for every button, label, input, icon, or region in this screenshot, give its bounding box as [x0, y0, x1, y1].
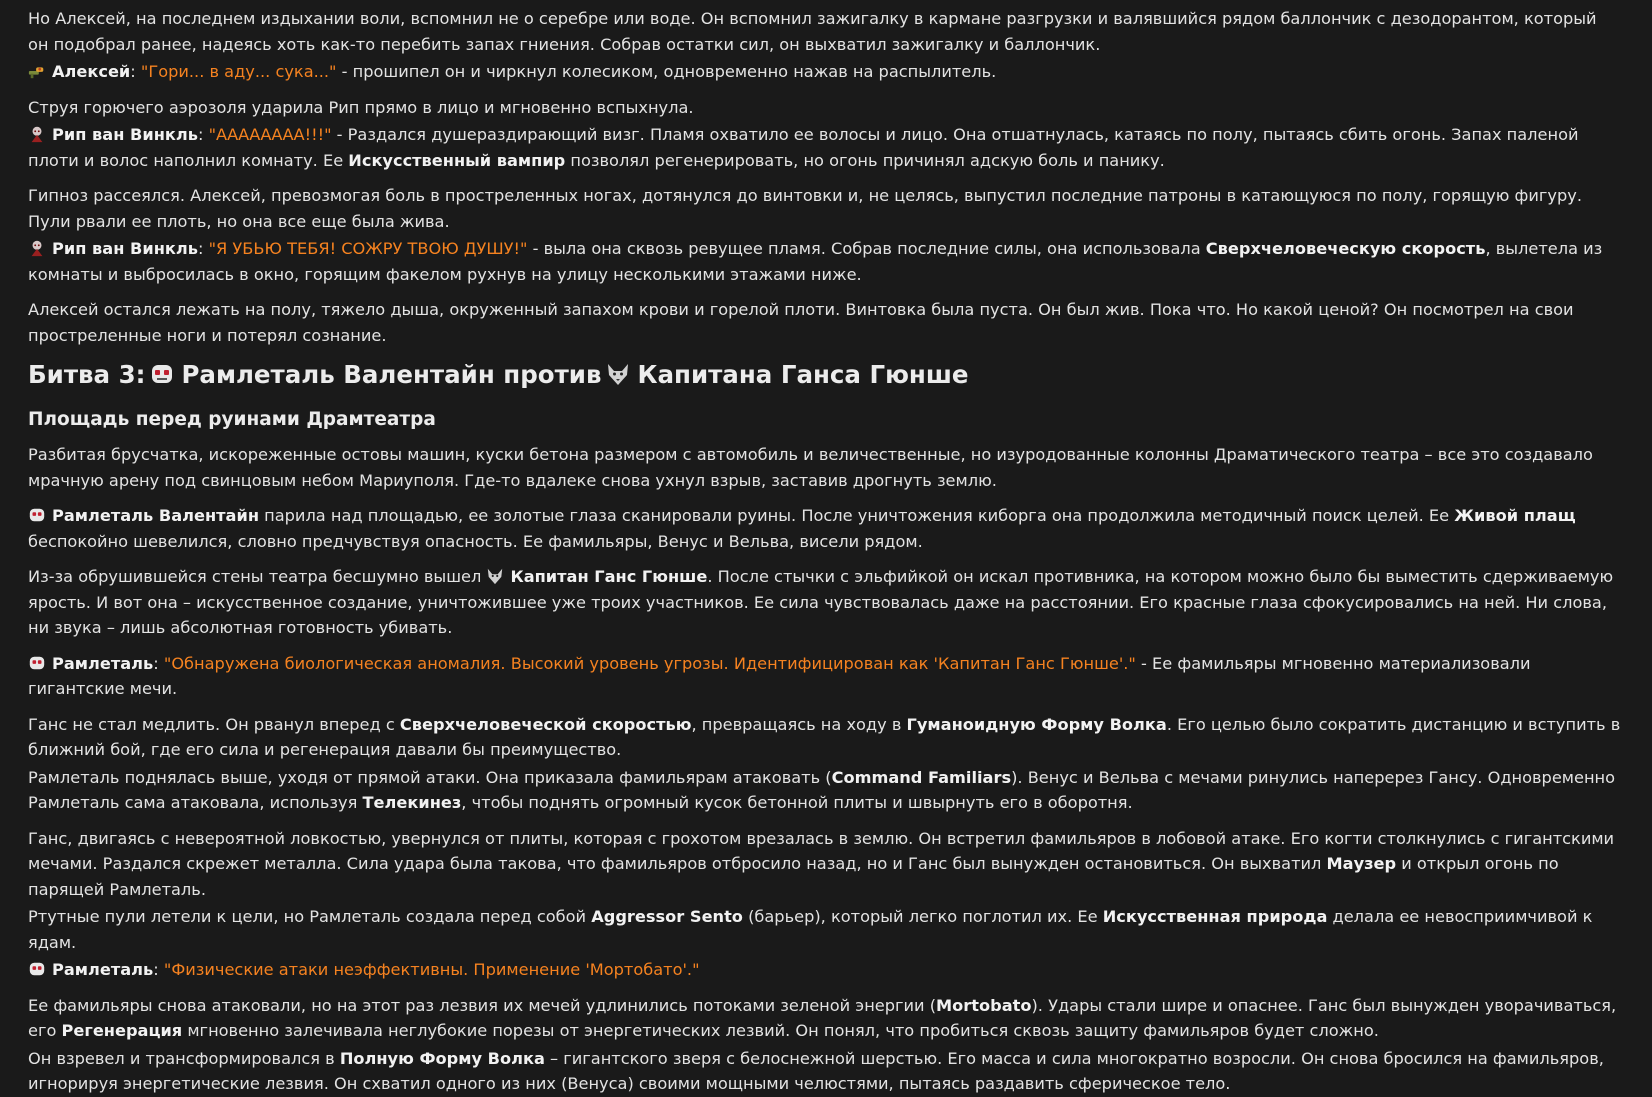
ability-name: Живой плащ: [1454, 506, 1576, 525]
dialogue-rest: позволял регенерировать, но огонь причинял адскую боль и панику.: [565, 150, 1165, 170]
vampire-icon: [28, 125, 46, 143]
vampire-icon: [28, 239, 46, 257]
fighter-one: Рамлеталь Валентайн: [181, 360, 495, 389]
ability-name: Искусственный вампир: [348, 150, 566, 170]
speaker-name: Рамлеталь: [52, 653, 154, 673]
narration-paragraph: [28, 1046, 1622, 1097]
location-heading: Площадь перед руинами Драмтеатра: [28, 409, 436, 430]
battle-heading: [28, 358, 1622, 392]
colon: :: [197, 125, 209, 144]
narration-text: (барьер), который легко поглотил их. Ее: [742, 907, 1103, 926]
narration-text: Рамлеталь поднялась выше, уходя от прямой атаки. Она приказала фамильярам атаковать (: [28, 767, 832, 787]
dialogue-line: [28, 122, 1622, 173]
versus-label: против: [503, 360, 602, 389]
narration-paragraph: [28, 904, 1622, 955]
narration-text: мгновенно залечивала неглубокие порезы от энергетических лезвий. Он понял, что пробиться сквозь защиту фамильяров будет сложно.: [182, 1021, 1379, 1040]
dialogue-rest: - Раздался душераздирающий визг. Пламя охватило ее волосы и лицо. Она отшатнулась, катаясь по полу, пытаясь сбить огонь. Запах паленой плоти и волос наполнил комнату. Ее: [28, 125, 1579, 170]
dialogue-line: [28, 651, 1622, 702]
narration-text: ). Венус и Вельва с мечами ринулись наперерез Гансу. Одновременно Рамлеталь сама атаковала, используя: [28, 767, 1616, 812]
wolf-icon: [486, 567, 504, 585]
ability-name: Сверхчеловеческую скорость: [1205, 239, 1486, 258]
narration-text: и открыл огонь по парящей Рамлеталь.: [28, 854, 1559, 899]
ability-name: Command Familiars: [831, 767, 1012, 787]
speaker-name: Рип ван Винкль: [52, 239, 198, 258]
android-icon: [149, 361, 175, 387]
fighter-two: Капитана Ганса Гюнше: [637, 360, 969, 389]
ability-name: Aggressor Sento: [591, 907, 743, 926]
dialogue-line: [28, 59, 1622, 85]
dialogue-rest: - прошипел он и чиркнул колесиком, одновременно нажав на распылитель.: [336, 62, 997, 81]
narration-text: Из-за обрушившейся стены театра бесшумно вышел: [28, 567, 487, 586]
narration-text: беспокойно шевелился, словно предчувствуя опасность. Ее фамильяры, Венус и Вельва, висели рядом.: [28, 531, 923, 551]
android-icon: [28, 506, 46, 524]
narration-paragraph: Струя горючего аэрозоля ударила Рип прямо в лицо и мгновенно вспыхнула.: [28, 97, 694, 117]
narration-paragraph: [28, 564, 1622, 641]
narration-paragraph: [28, 712, 1622, 763]
ability-name: Полную Форму Волка: [339, 1048, 545, 1068]
narration-text: Ганс, двигаясь с невероятной ловкостью, увернулся от плиты, которая с грохотом врезалась в землю. Он встретил фамильяров в лобовой атаке. Его когти столкнулись с гигантскими мечами. Раздался скрежет металла. Сила удара была такова, что фамильяров отбросило назад, но и Ганс был вынужден остановиться. Он выхватил: [28, 828, 1615, 873]
colon: :: [153, 960, 164, 979]
ability-name: Телекинез: [362, 793, 462, 812]
ability-name: Сверхчеловеческой скоростью: [399, 714, 692, 734]
narration-text: . Его целью было сократить дистанцию и вступить в ближний бой, где его сила и регенерация давали бы преимущество.: [28, 714, 1621, 759]
dialogue-line: [28, 236, 1622, 287]
speech-text: "Обнаружена биологическая аномалия. Высокий уровень угрозы. Идентифицирован как 'Капитан Ганс Гюнше'.": [163, 653, 1136, 673]
wolf-icon: [605, 361, 631, 387]
dialogue-rest: - Ее фамильяры мгновенно материализовали гигантские мечи.: [28, 653, 1531, 698]
narration-paragraph: [28, 765, 1622, 816]
speaker-name: Рамлеталь: [52, 960, 154, 979]
narration-paragraph: [28, 826, 1622, 903]
weapon-name: Маузер: [1326, 854, 1397, 873]
ability-name: Регенерация: [61, 1021, 183, 1040]
narration-text: ). Удары стали шире и опаснее. Ганс был вынужден уворачиваться, его: [28, 995, 1617, 1040]
narration-text: , чтобы поднять огромный кусок бетонной плиты и швырнуть его в оборотня.: [461, 793, 1133, 812]
speech-text: "Физические атаки неэффективны. Применение 'Мортобато'.": [163, 960, 700, 979]
narration-text: – гигантского зверя с белоснежной шерстью. Его масса и сила многократно возросли. Он снова бросился на фамильяров, игнорируя энергетические лезвия. Он схватил одного из них (Венуса) своими мощными челюстями, пытаясь раздавить сферическое тело.: [28, 1048, 1604, 1093]
narration-paragraph: Алексей остался лежать на полу, тяжело дыша, окруженный запахом крови и горелой плоти. Винтовка была пуста. Он был жив. Пока что. Но какой ценой? Он посмотрел на свои простреленные ноги и потерял сознание.: [28, 300, 1574, 345]
speech-text: "АААААААА!!!": [208, 125, 332, 144]
ability-name: Mortobato: [936, 995, 1032, 1015]
narration-paragraph: [28, 503, 1622, 554]
narration-text: Ее фамильяры снова атаковали, но на этот раз лезвия их мечей удлинились потоками зеленой энергии (: [28, 995, 937, 1015]
narration-paragraph: Разбитая брусчатка, искореженные остовы машин, куски бетона размером с автомобиль и величественные, но изуродованные колонны Драматического театра – все это создавало мрачную арену под свинцовым небом Мариуполя. Где-то вдалеке снова ухнул взрыв, заставив дрогнуть землю.: [28, 445, 1593, 490]
character-name: Рамлеталь Валентайн: [52, 506, 259, 525]
soldier-icon: [28, 62, 46, 80]
narration-text: делала ее невосприимчивой к ядам.: [28, 907, 1593, 952]
narration-paragraph: [28, 993, 1622, 1044]
narration-text: Ртутные пули летели к цели, но Рамлеталь создала перед собой: [28, 907, 592, 926]
narration-text: Он взревел и трансформировался в: [28, 1048, 340, 1068]
narration-paragraph: Но Алексей, на последнем издыхании воли, вспомнил не о серебре или воде. Он вспомнил зажигалку в кармане разгрузки и валявшийся рядом баллончик с дезодорантом, который он подобрал ранее, надеясь хоть как-то перебить запах гниения. Собрав остатки сил, он выхватил зажигалку и баллончик.: [28, 9, 1597, 54]
speaker-name: Рип ван Винкль: [52, 125, 198, 144]
battle-number: Битва 3:: [28, 360, 146, 389]
colon: :: [197, 239, 209, 258]
narration-text: . После стычки с эльфийкой он искал противника, на котором можно было бы выместить сдерживаемую ярость. И вот она – искусственное создание, уничтожившее уже троих участников. Ее сила чувствовалась даже на расстоянии. Его красные глаза сфокусировались на ней. Ни слова, ни звука – лишь абсолютная готовность убивать.: [28, 567, 1614, 637]
android-icon: [28, 960, 46, 978]
dialogue-rest: - выла она сквозь ревущее пламя. Собрав последние силы, она использовала: [527, 239, 1206, 258]
ability-name: Гуманоидную Форму Волка: [906, 714, 1167, 734]
narration-paragraph: Гипноз рассеялся. Алексей, превозмогая боль в простреленных ногах, дотянулся до винтовки и, не целясь, выпустил последние патроны в катающуюся по полу, горящую фигуру. Пули рвали ее плоть, но она все еще была жива.: [28, 186, 1582, 231]
speaker-name: Алексей: [52, 62, 131, 81]
ability-name: Искусственная природа: [1102, 907, 1328, 926]
narration-text: Ганс не стал медлить. Он рванул вперед с: [28, 714, 400, 734]
character-name: Капитан Ганс Гюнше: [510, 567, 708, 586]
narration-text: парила над площадью, ее золотые глаза сканировали руины. После уничтожения киборга она продолжила методичный поиск целей. Ее: [259, 506, 1455, 525]
dialogue-rest: , вылетела из комнаты и выбросилась в окно, горящим факелом рухнув на улицу несколькими этажами ниже.: [28, 239, 1603, 284]
speech-text: "Я УБЬЮ ТЕБЯ! СОЖРУ ТВОЮ ДУШУ!": [208, 239, 528, 258]
dialogue-line: [28, 957, 1622, 983]
colon: :: [153, 653, 164, 673]
android-icon: [28, 654, 46, 672]
colon: :: [130, 62, 141, 81]
narration-text: , превращаясь на ходу в: [691, 714, 907, 734]
speech-text: "Гори... в аду... сука...": [140, 62, 337, 81]
